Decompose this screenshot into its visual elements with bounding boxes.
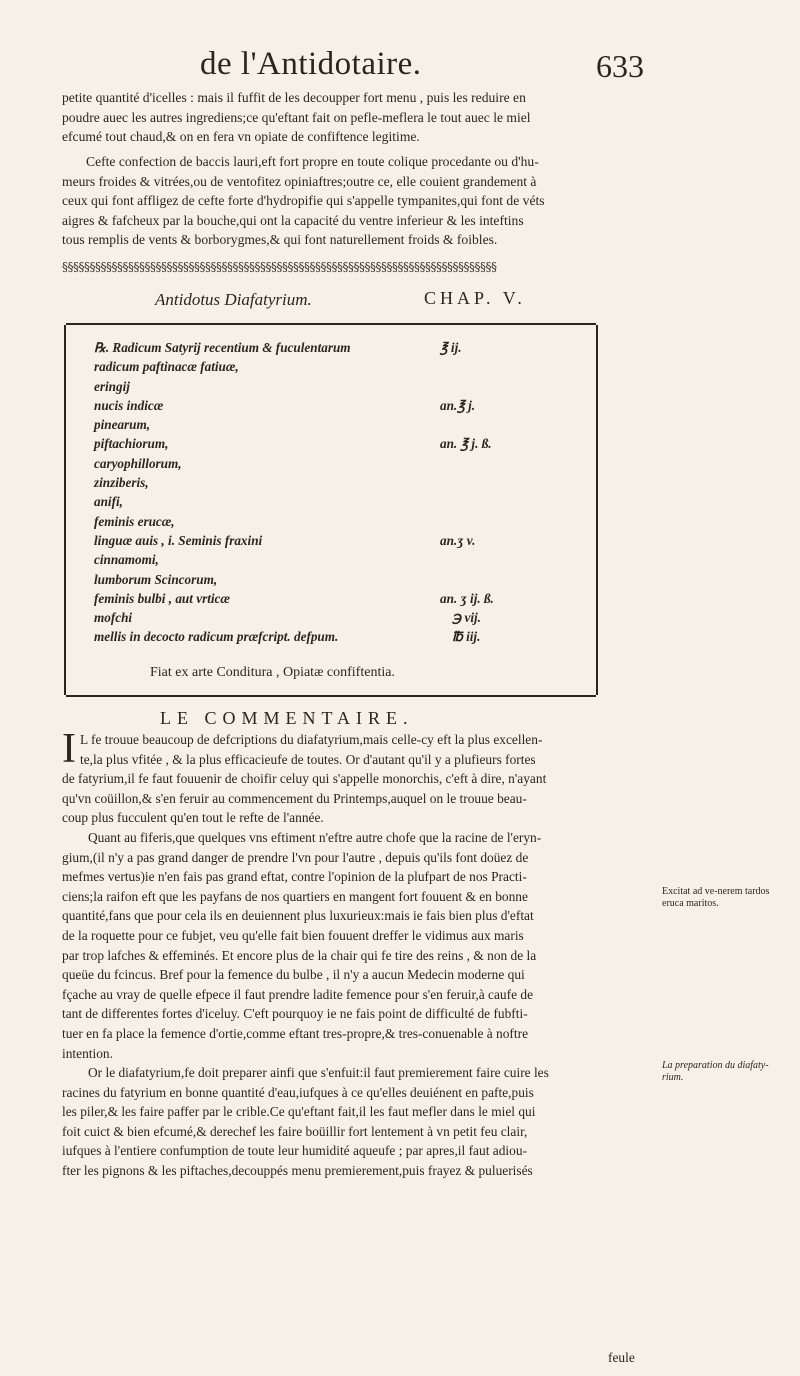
ingredient: anifi, [94,494,123,510]
text-line: ciens;la raifon eft que les payfans de nos quartiers en mangent fort fouuent & en bonne [62,888,528,904]
frame-left-rule [64,325,66,695]
drop-cap: I [62,726,76,772]
second-paragraph [62,152,652,250]
text-line: les piler,& les faire paffer par le crible.Ce qu'eftant fait,il les faut mefler dans le miel qui [62,1104,536,1120]
ingredient: cinnamomi, [94,552,159,568]
text-line: quantité,fans que pour cela ils en deuiennent plus luxurieux:mais ie fais bien plus d'eftat [62,908,534,924]
text-line: de la roquette pour ce fubjet, veu qu'elle fait bien fouuent dreffer le vidimus aux maris [62,927,524,943]
ingredient-quantity: an.℥ j. [440,398,476,413]
commentary-text [62,726,654,1181]
ingredient: pinearum, [94,417,151,433]
commentary-heading: LE COMMENTAIRE. [160,708,414,728]
text-line: L fe trouue beaucoup de defcriptions du diafatyrium,mais celle-cy eft la plus excellen- [80,732,543,747]
text-line: par trop lafches & effeminés. Et encore plus de la chair qui fe tire des reins , & non de la [62,947,537,963]
text-line: qu'vn coüillon,& s'en feruir au commencement du Printemps,auquel on le trouue beau- [62,790,527,806]
ingredient: zinziberis, [94,475,149,491]
ingredient: radicum paftinacæ fatiuæ, [94,359,239,375]
ingredient-quantity: an.ʒ v. [440,533,476,548]
text-line: Quant au fiferis,que quelques vns eftiment n'eftre autre chofe que la racine de l'eryn- [88,829,542,845]
catchword: feule [608,1350,635,1365]
intro-paragraph [62,88,652,147]
text-line: te,la plus vfitée , & la plus efficacieufe de toutes. Or d'autant qu'il y a plufieurs fortes [80,751,536,767]
text-line: foit cuict & bien efcumé,& derechef les faire boüillir fort lentement à vn petit feu clair, [62,1123,528,1139]
text-line: efcumé tout chaud,& on en fera vn opiate de confiftence legitime. [62,129,420,145]
running-title: de l'Antidotaire. [200,46,422,82]
chapter-title: Antidotus Diafatyrium. [155,290,312,309]
ingredient: mellis in decocto radicum præfcript. defpum. [94,629,339,645]
ingredient: eringij [94,378,130,394]
recipe-closing: Fiat ex arte Conditura , Opiatæ confiftentia. [150,665,395,680]
ingredient: lumborum Scincorum, [94,571,218,587]
page-number: 633 [596,48,644,84]
text-line: queüe du fcincus. Bref pour la femence du bulbe , il n'y a aucun Medecin moderne qui [62,967,525,983]
text-line: mefmes vertus)ie n'en fais pas grand eftat, contre l'opinion de la plufpart de nos Practi- [62,869,527,885]
text-line: de fatyrium,il fe faut fouuenir de choifir celuy qui s'appelle monorchis, c'eft à dire, n'ayant [62,771,547,787]
text-line: ceux qui font affligez de cefte forte d'hydropifie qui s'appelle tympanites,qui font de véts [62,193,545,209]
text-line: Or le diafatyrium,fe doit preparer ainfi que s'enfuit:il faut premierement faire cuire les [88,1065,549,1081]
ingredient: nucis indicæ [94,397,164,413]
margin-note-eruca: Excitat ad ve-nerem tardos eruca maritos. [662,886,770,909]
ingredient-quantity: ℥ ij. [440,340,462,355]
ingredient: mofchi [94,610,133,626]
ingredient: feminis bulbi , aut vrticæ [94,590,230,606]
text-line: meurs froides & vitrées,ou de ventofitez opiniaftres;outre ce, elle couient grandement à [62,173,537,189]
text-line: tous remplis de vents & borborygmes,& qui font naturellement froids & foibles. [62,232,498,248]
text-line: intention. [62,1045,113,1061]
text-line: petite quantité d'icelles : mais il fuffit de les decoupper fort menu , puis les reduire en [62,90,526,105]
ingredient: ℞. Radicum Satyrij recentium & fuculentarum [94,340,351,355]
chapter-label: CHAP. V. [424,288,526,308]
text-line: fter les pignons & les piftaches,decouppés menu premierement,puis frayez & puluerisés [62,1163,533,1179]
ingredient: linguæ auis , i. Seminis fraxini [94,532,263,548]
text-line: tant de differentes fortes d'iceluy. C'eft pourquoy ie ne fais point de difficulté de fubfti- [62,1006,528,1022]
text-line: Cefte confection de baccis lauri,eft fort propre en toute colique procedante ou d'hu- [86,154,539,169]
text-line: tuer en fa place la femence d'ortie,comme eftant tres-propre,& tres-conuenable à noftre [62,1025,529,1041]
text-line: racines du fatyrium en bonne quantité d'eau,iufques à ce qu'elles deuiénent en pafte,puis [62,1084,534,1100]
ingredient-quantity: an. ʒ ij. ß. [440,591,494,606]
ingredient: piftachiorum, [94,436,169,452]
text-line: gium,(il n'y a pas grand danger de prendre l'vn pour l'autre , depuis qu'ils font doüez de [62,849,529,865]
text-line: poudre auec les autres ingrediens;ce qu'eftant fait on pefle-meflera le tout auec le miel [62,109,531,125]
margin-note-preparation: La preparation du diafaty-rium. [662,1060,769,1083]
ingredient: feminis erucæ, [94,513,175,529]
text-line: fçache au vray de quelle efpece il faut prendre ladite femence pour s'en feruir,à caufe de [62,986,534,1002]
frame-right-rule [596,325,598,695]
ingredient-quantity: an. ℥ j. ß. [440,436,492,451]
ingredient-quantity: ℔ iij. [452,629,481,644]
text-line: aigres & fafcheux par la bouche,qui ont la capacité du ventre inferieur & les inteftins [62,212,524,228]
ingredient: caryophillorum, [94,455,182,471]
text-line: coup plus fucculent qu'en tout le refte de l'année. [62,810,324,826]
text-line: iufques à l'entiere confumption de toute leur humidité aqueufe ; par apres,il faut adiou- [62,1143,527,1159]
decorative-ornament-band: §§§§§§§§§§§§§§§§§§§§§§§§§§§§§§§§§§§§§§§§§§§§§§§§§§§§§§§§§§§§§§§§§§§§§§§§§§§§§§§ [62,260,497,274]
ingredient-quantity: ℈ vij. [452,610,481,625]
